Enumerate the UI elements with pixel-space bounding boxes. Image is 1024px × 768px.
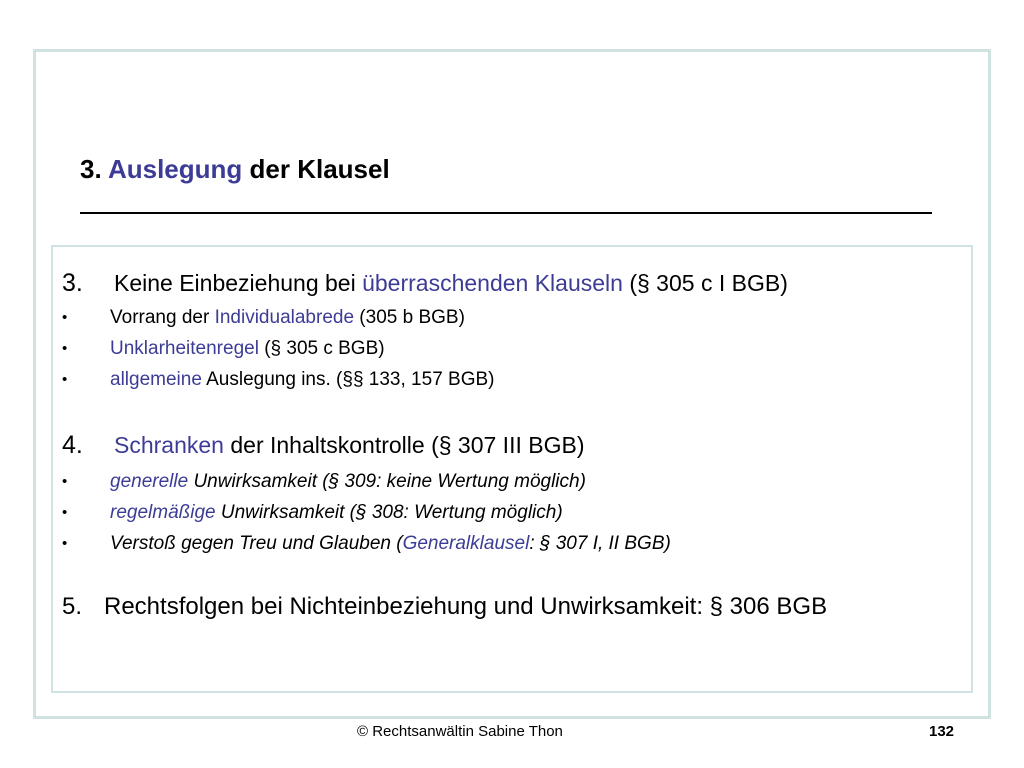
bullet-text-b: (305 b BGB) — [354, 307, 465, 328]
bullet-icon: • — [62, 535, 68, 552]
section-4-heading — [62, 430, 584, 460]
section-5-heading — [62, 591, 827, 623]
list-item — [62, 469, 586, 495]
slide-title — [80, 152, 390, 186]
bullet-icon: • — [62, 371, 68, 388]
bullet-highlight: allgemeine — [110, 369, 202, 390]
bullet-text-a: Vorrang der — [110, 307, 215, 328]
bullet-highlight: Individualabrede — [214, 307, 355, 328]
bullet-text-b: : § 307 I, II BGB) — [529, 533, 671, 554]
bullet-text-b: Unwirksamkeit (§ 309: keine Wertung möglich) — [188, 471, 586, 492]
list-item — [62, 500, 563, 526]
bullet-highlight: Generalklausel — [402, 533, 530, 554]
bullet-highlight: generelle — [110, 471, 189, 492]
section-4-number: 4. — [62, 431, 83, 459]
bullet-text-b: Auslegung ins. (§§ 133, 157 BGB) — [201, 369, 495, 390]
section-3-text-a: Keine Einbeziehung bei — [114, 270, 356, 296]
section-5-number: 5. — [62, 593, 83, 620]
section-3-heading — [62, 268, 788, 298]
section-3-number: 3. — [62, 269, 83, 297]
bullet-text-a: Verstoß gegen Treu und Glauben ( — [110, 533, 403, 554]
bullet-text-b: (§ 305 c BGB) — [258, 338, 385, 359]
section-4-highlight: Schranken — [114, 432, 224, 458]
page-number: 132 — [929, 723, 955, 740]
footer-copyright: © Rechtsanwältin Sabine Thon — [357, 723, 563, 740]
list-item — [62, 367, 495, 393]
section-3-highlight: überraschenden Klauseln — [362, 270, 623, 296]
title-underline — [80, 212, 932, 214]
bullet-icon: • — [62, 309, 68, 326]
bullet-highlight: regelmäßige — [110, 502, 216, 523]
bullet-icon: • — [62, 340, 68, 357]
section-5-text: Rechtsfolgen bei Nichteinbeziehung und Unwirksamkeit: § 306 BGB — [104, 593, 828, 620]
title-highlight: Auslegung — [107, 154, 243, 184]
bullet-highlight: Unklarheitenregel — [110, 338, 259, 359]
title-number: 3. — [80, 154, 102, 184]
section-3-text-b: (§ 305 c I BGB) — [629, 270, 788, 296]
title-rest: der Klausel — [249, 154, 390, 184]
section-4-text: der Inhaltskontrolle (§ 307 III BGB) — [223, 432, 585, 458]
bullet-icon: • — [62, 504, 68, 521]
bullet-text-b: Unwirksamkeit (§ 308: Wertung möglich) — [215, 502, 563, 523]
list-item — [62, 336, 385, 362]
list-item — [62, 531, 671, 557]
list-item — [62, 305, 465, 331]
bullet-icon: • — [62, 473, 68, 490]
